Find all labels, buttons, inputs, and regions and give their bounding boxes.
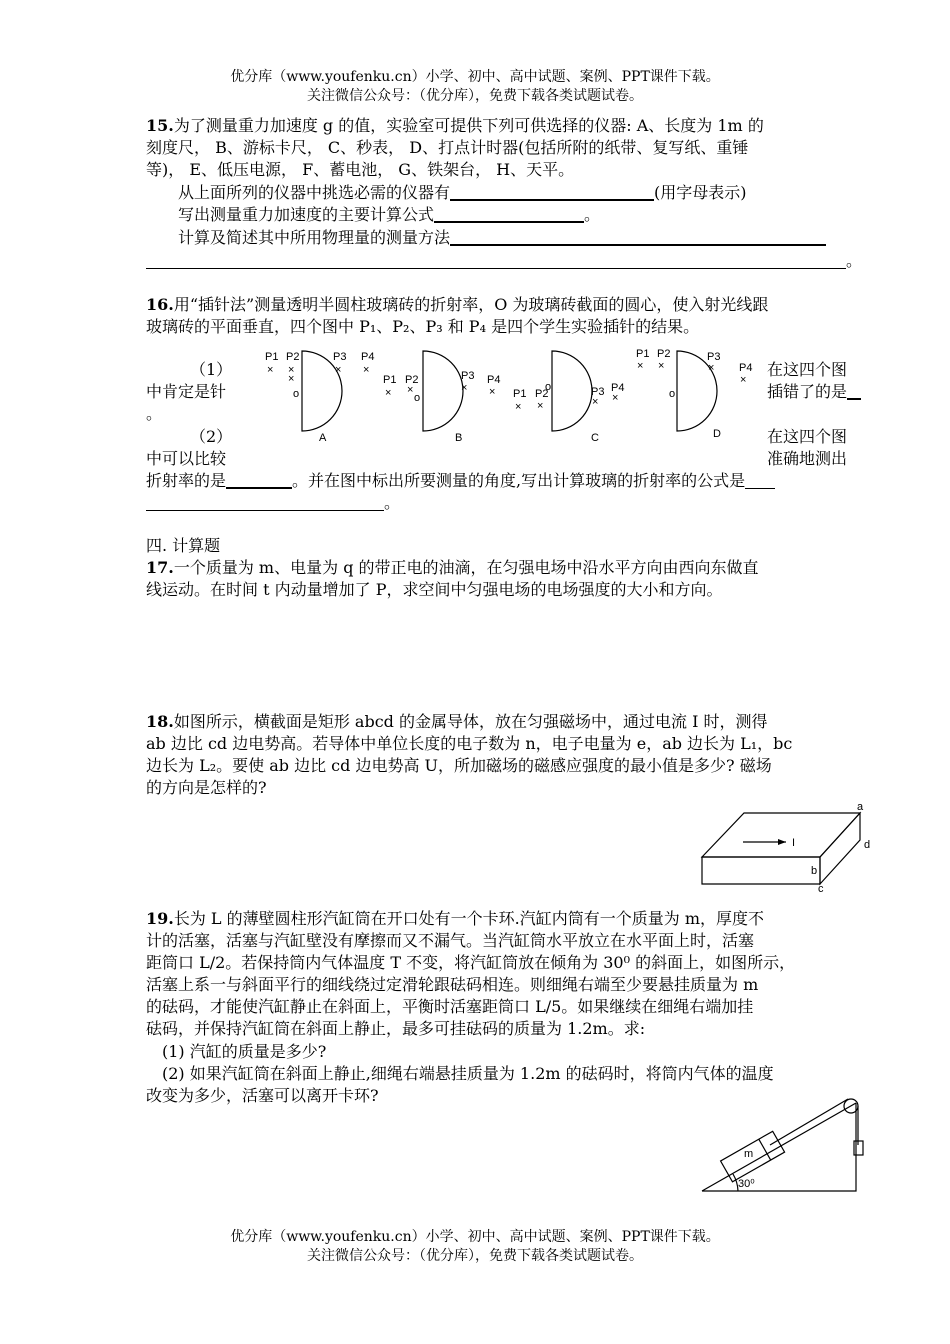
fig-d-p2: P2 (657, 348, 671, 360)
svg-text:×: × (515, 401, 522, 413)
fig-d-p4: P4 (739, 362, 753, 374)
fig-d-o: o (669, 388, 676, 400)
q16-s1-r1: 在这四个图 (767, 360, 848, 379)
footer-line-1: 优分库（www.youfenku.cn）小学、初中、高中试题、案例、PPT课件下载。 (230, 1229, 720, 1245)
svg-text:×: × (363, 364, 370, 376)
q18-line-1: 18.如图所示，横截面是矩形 abcd 的金属导体，放在匀强磁场中，通过电流 I 时，测得 (146, 712, 768, 731)
q15-line-1: 15.为了测量重力加速度 g 的值，实验室可提供下列可供选择的仪器: A、长度为 1m 的 (146, 116, 764, 135)
q19-line-4: 活塞上系一与斜面平行的细线绕过定滑轮跟砝码相连。则细绳右端至少要悬挂质量为 m (146, 975, 759, 994)
q15-part-2: 写出测量重力加速度的主要计算公式 。 (178, 205, 601, 224)
header-line-2: 关注微信公众号：（优分库），免费下载各类试题试卷。 (307, 88, 643, 104)
svg-text:×: × (592, 396, 599, 408)
fig-b-p2: P2 (405, 374, 419, 386)
q18-number: 18. (146, 712, 174, 731)
mass-label: m (744, 1148, 754, 1160)
q18-line-2: ab 边比 cd 边电势高。若导体中单位长度的电子数为 n，电子电量为 e，ab 边长为 L₁，bc (146, 734, 793, 753)
q16-figure (255, 345, 765, 445)
q15-number: 15. (146, 116, 174, 135)
q16-s2-line-2: 。 (146, 492, 400, 514)
q16-answer-blank-1[interactable] (847, 382, 861, 400)
fig-b-p4: P4 (487, 374, 501, 386)
string-to-pulley (770, 1099, 848, 1145)
svg-text:×: × (385, 387, 392, 399)
q16-line-1: 16.用“插针法”测量透明半圆柱玻璃砖的折射率，O 为玻璃砖截面的圆心，使入射光线跟 (146, 295, 769, 314)
fig-a-p2: P2 (286, 351, 300, 363)
q15-answer-blank-2[interactable] (434, 205, 584, 223)
q16-s1-a: （1） (190, 360, 233, 379)
svg-text:×: × (658, 360, 665, 372)
svg-text:×: × (708, 362, 715, 374)
q18-line-3: 边长为 L₂。要使 ab 边比 cd 边电势高 U，所加磁场的磁感应强度的最小值是多少? 磁场 (146, 756, 772, 775)
slab-side (820, 813, 860, 884)
angle-label: 30⁰ (738, 1178, 755, 1190)
fig-a-semicircle (302, 351, 342, 431)
q15-part-4: 。 (146, 250, 862, 272)
slab-front (702, 857, 820, 884)
svg-text:×: × (267, 364, 274, 376)
svg-text:×: × (740, 374, 747, 386)
q15-part-1: 从上面所列的仪器中挑选必需的仪器有 (用字母表示) (178, 183, 747, 202)
fig-c-p3: P3 (591, 386, 605, 398)
q16-s1-r2: 插错了的是 (767, 381, 861, 403)
corner-c: c (818, 883, 824, 895)
q19-line-6: 砝码，并保持汽缸筒在斜面上静止，最多可挂砝码的质量为 1.2m。求: (146, 1019, 646, 1038)
q19-line-2: 计的活塞，活塞与汽缸壁没有摩擦而又不漏气。当汽缸筒水平放立在水平面上时，活塞 (146, 931, 755, 950)
fig-c-p1: P1 (513, 388, 527, 400)
q19-line-3: 距筒口 L/2。若保持筒内气体温度 T 不变，将汽缸筒放在倾角为 30⁰ 的斜面上，如图所示， (146, 953, 796, 972)
fig-b-o: o (414, 392, 421, 404)
q15-line-2: 刻度尺， B、游标卡尺， C、秒表， D、打点计时器(包括所附的纸带、复写纸、重锤 (146, 138, 749, 157)
svg-text:×: × (612, 392, 619, 404)
q15-answer-blank-3[interactable] (450, 228, 826, 246)
q19-line-5: 的砝码，才能使汽缸静止在斜面上，平衡时活塞距筒口 L/5。如果继续在细绳右端加挂 (146, 997, 754, 1016)
corner-b: b (811, 865, 818, 877)
q16-s2-a: （2） (190, 427, 233, 446)
q16-s2-line: 折射率的是 。并在图中标出所要测量的角度,写出计算玻璃的折射率的公式是 (146, 470, 775, 492)
q16-answer-blank-3b[interactable] (146, 494, 384, 511)
q16-line-2: 玻璃砖的平面垂直，四个图中 P₁、P₂、P₃ 和 P₄ 是四个学生实验插针的结果。 (146, 317, 700, 336)
fig-c-semicircle (552, 351, 592, 431)
svg-text:×: × (335, 364, 342, 376)
corner-d: d (864, 839, 871, 851)
q16-s1-c: 。 (146, 404, 163, 423)
fig-d-label: D (713, 428, 721, 440)
svg-text:×: × (537, 400, 544, 412)
fig-b-semicircle (423, 351, 463, 431)
q17-number: 17. (146, 558, 174, 577)
fig-c-o: o (545, 381, 552, 393)
fig-c-p2: P2 (535, 388, 549, 400)
header-line-1: 优分库（www.youfenku.cn）小学、初中、高中试题、案例、PPT课件下载。 (230, 69, 720, 85)
svg-text:×: × (288, 364, 295, 376)
q19-line-1: 19.长为 L 的薄壁圆柱形汽缸筒在开口处有一个卡环.汽缸内筒有一个质量为 m，厚度不 (146, 909, 764, 928)
q16-answer-blank-2[interactable] (226, 471, 292, 489)
fig-a-p3: P3 (333, 351, 347, 363)
q19-sub-2b: 改变为多少，活塞可以离开卡环? (146, 1086, 379, 1105)
fig-b-p1: P1 (383, 374, 397, 386)
section-4-title: 四. 计算题 (146, 536, 221, 555)
footer-line-2: 关注微信公众号：（优分库），免费下载各类试题试卷。 (307, 1248, 643, 1264)
q16-s2-b: 中可以比较 (146, 449, 227, 468)
q18-figure (698, 800, 888, 895)
fig-a-p4: P4 (361, 351, 375, 363)
q16-number: 16. (146, 295, 174, 314)
slab-top (702, 813, 860, 857)
svg-text:×: × (407, 384, 414, 396)
fig-a-o: o (293, 388, 300, 400)
svg-text:×: × (461, 382, 468, 394)
q19-figure (700, 1093, 875, 1198)
q15-part-3: 计算及简述其中所用物理量的测量方法 (178, 227, 826, 249)
fig-a-label: A (319, 432, 327, 444)
corner-a: a (857, 801, 864, 813)
svg-text:×: × (288, 373, 295, 385)
q17-line-1: 17.一个质量为 m、电量为 q 的带正电的油滴，在匀强电场中沿水平方向由西向东做直 (146, 558, 759, 577)
fig-b-p3: P3 (461, 370, 475, 382)
q19-sub-1: (1) 汽缸的质量是多少? (162, 1042, 327, 1061)
fig-c-label: C (591, 432, 599, 444)
current-label: I (792, 837, 796, 849)
fig-c-p4: P4 (611, 382, 625, 394)
incline-slope (702, 1103, 856, 1191)
q18-line-4: 的方向是怎样的? (146, 778, 267, 797)
q15-line-3: 等)， E、低压电源， F、蓄电池， G、铁架台， H、天平。 (146, 160, 575, 179)
q16-s1-b: 中肯定是针 (146, 382, 227, 401)
fig-b-label: B (455, 432, 463, 444)
q16-s2-r2: 准确地测出 (767, 449, 848, 468)
q16-s2-r1: 在这四个图 (767, 427, 848, 446)
svg-text:×: × (489, 386, 496, 398)
q19-number: 19. (146, 909, 174, 928)
q15-answer-blank-4[interactable] (146, 252, 846, 269)
q19-sub-2a: (2) 如果汽缸筒在斜面上静止,细绳右端悬挂质量为 1.2m 的砝码时，将筒内气体的温度 (162, 1064, 774, 1083)
q16-answer-blank-3a[interactable] (745, 472, 775, 489)
svg-text:×: × (637, 360, 644, 372)
fig-d-p1: P1 (636, 348, 650, 360)
fig-d-p3: P3 (707, 351, 721, 363)
q15-answer-blank-1[interactable] (450, 183, 654, 201)
q17-line-2: 线运动。在时间 t 内动量增加了 P，求空间中匀强电场的电场强度的大小和方向。 (146, 580, 723, 599)
fig-a-p1: P1 (265, 351, 279, 363)
